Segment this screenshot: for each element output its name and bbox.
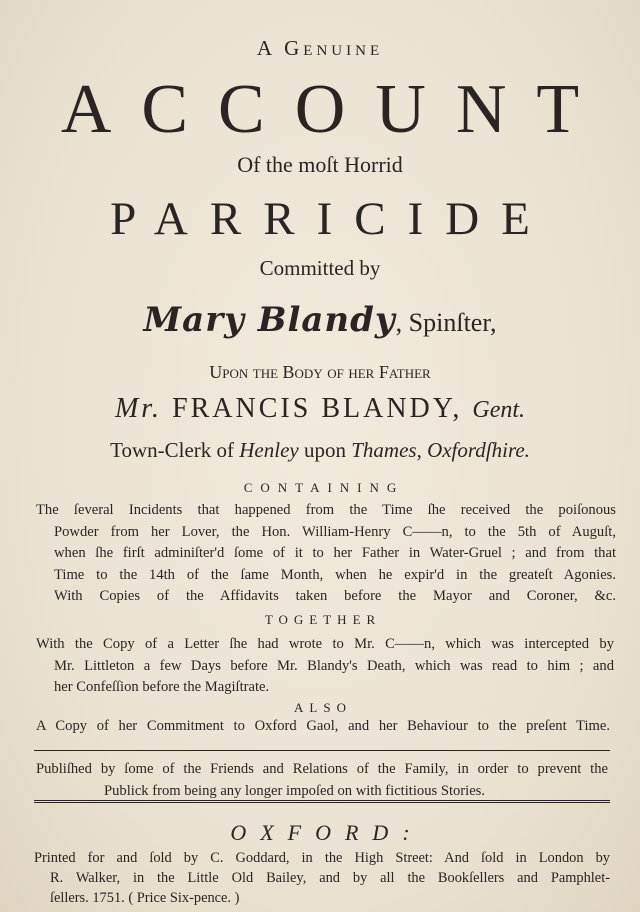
father-gent: Gent.	[472, 397, 526, 423]
imprint-place: OXFORD:	[230, 820, 424, 845]
title-line-most-horrid: Of the moſt Horrid	[237, 152, 403, 177]
together-paragraph	[36, 634, 616, 699]
title-line-francis-blandy	[0, 393, 640, 425]
containing-row: when ſhe firſt adminiſter'd ſome of it to her Father in Water-Gruel ; and from that	[54, 545, 616, 562]
name-spinster: , Spinſter,	[395, 308, 497, 337]
containing-row: With Copies of the Affidavits taken before the Mayor and Coroner, &c.	[54, 588, 616, 605]
thames: Thames	[351, 438, 417, 462]
oxfordshire: Oxfordſhire.	[427, 438, 530, 462]
title-line-town-clerk	[0, 438, 640, 463]
title-line-mary-blandy	[0, 298, 640, 345]
father-title: Mr.	[114, 393, 163, 424]
published-row: Publick from being any longer impoſed on with fictitious Stories.	[104, 782, 486, 799]
imprint-row: R. Walker, in the Little Old Bailey, and by all the Bookſellers and Pamphlet-	[50, 870, 610, 886]
published-paragraph	[36, 759, 610, 802]
father-name: FRANCIS BLANDY,	[172, 393, 463, 424]
also-paragraph	[36, 716, 612, 738]
title-line-genuine: A Genuine	[256, 36, 384, 60]
containing-row: Time to the 14th of the ſame Month, when he expir'd in the greateſt Agonies.	[54, 566, 616, 583]
town-clerk-of: Town-Clerk of	[110, 438, 240, 462]
upon-the-body-text: Upon the Body of her Father	[209, 362, 431, 382]
rule-top	[34, 750, 610, 751]
also-heading: ALSO	[294, 700, 352, 715]
containing-row: Powder from her Lover, the Hon. William-Henry C——n, to the 5th of Auguſt,	[54, 523, 616, 540]
together-heading: TOGETHER	[264, 612, 382, 627]
title-line-account: ACCOUNT	[60, 71, 610, 148]
title-line-committed-by: Committed by	[259, 256, 381, 280]
containing-heading: CONTAINING	[243, 480, 405, 495]
imprint-paragraph	[34, 848, 612, 908]
also-row: A Copy of her Commitment to Oxford Gaol, and her Behaviour to the preſent Time.	[36, 718, 610, 734]
imprint-row: ſellers. 1751. ( Price Six-pence. )	[50, 890, 240, 906]
henley: Henley	[239, 438, 299, 462]
imprint-row: Printed for and ſold by C. Goddard, in the High Street: And ſold in London by	[34, 850, 610, 866]
title-line-parricide: PARRICIDE	[110, 193, 552, 245]
together-row: her Confeſſion before the Magiſtrate.	[54, 679, 270, 696]
together-row: With the Copy of a Letter ſhe had wrote to Mr. C——n, which was intercepted by	[36, 636, 614, 652]
together-row: Mr. Littleton a few Days before Mr. Blandy's Death, which was read to him ; and	[54, 657, 614, 674]
containing-paragraph	[36, 500, 616, 608]
rule-bottom	[34, 800, 610, 803]
upon: upon	[298, 438, 352, 462]
title-line-upon-the-body	[0, 362, 640, 383]
published-row: Publiſhed by ſome of the Friends and Relations of the Family, in order to prevent the	[36, 761, 608, 777]
comma: ,	[416, 438, 428, 462]
containing-row: The ſeveral Incidents that happened from the Time ſhe received the poiſonous	[36, 502, 616, 518]
name-mary-blandy: Mary Blandy	[143, 300, 396, 340]
